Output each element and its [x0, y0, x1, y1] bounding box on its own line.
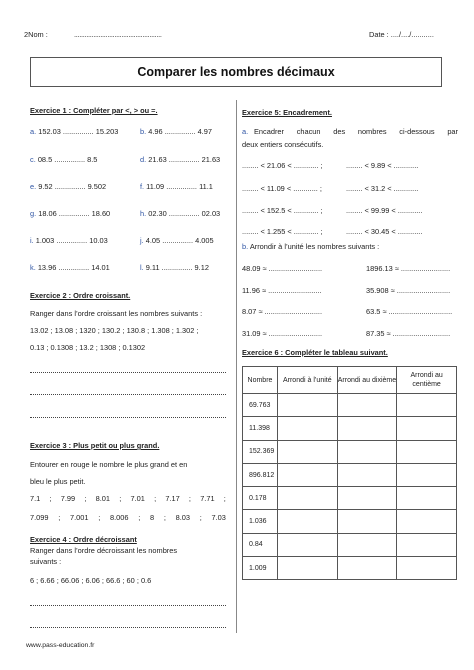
ex5-b-letter: b. — [242, 242, 249, 251]
ex4-answer-line-1[interactable] — [30, 605, 226, 606]
ex6-answer-cell-dixieme[interactable] — [337, 557, 397, 580]
ex1-item-letter: e. — [30, 182, 37, 191]
nom-field[interactable]: .................................................. — [74, 30, 162, 39]
ex1-item-letter: b. — [140, 127, 147, 136]
table-row — [243, 533, 457, 556]
ex1-item-blank[interactable]: ............... — [58, 209, 90, 218]
ex1-item — [140, 127, 212, 136]
ex5-a-text-1: Encadrer chacun des nombres ci-dessous par — [254, 127, 458, 136]
ex6-answer-cell-unite[interactable] — [277, 440, 337, 463]
ex5-a-text-2: deux entiers consécutifs. — [242, 140, 324, 149]
ex5-arrondi[interactable]: 48.09 ≈ .......................... — [242, 264, 323, 273]
ex1-item-blank[interactable]: ............... — [62, 127, 94, 136]
table-row — [243, 463, 457, 486]
ex1-item — [30, 155, 97, 164]
ex2-instruction: Ranger dans l’ordre croissant les nombres suivants : — [30, 309, 203, 318]
ex1-item-blank[interactable]: ............... — [58, 263, 90, 272]
ex6-answer-cell-dixieme[interactable] — [337, 440, 397, 463]
ex6-number-cell: 1.036 — [243, 510, 278, 533]
ex3-instruction-1: Entourer en rouge le nombre le plus grand et en — [30, 460, 188, 469]
table-row — [243, 557, 457, 580]
ex6-header-centieme: Arrondi au centième — [397, 367, 457, 394]
ex1-item-right: 9.502 — [87, 182, 107, 191]
ex1-item-left: 4.96 — [148, 127, 163, 136]
ex1-item-letter: f. — [140, 182, 145, 191]
ex6-answer-cell-centieme[interactable] — [397, 557, 457, 580]
ex3-separator: ; — [98, 513, 101, 522]
ex3-number[interactable]: 8.03 — [175, 513, 191, 522]
page-title: Comparer les nombres décimaux — [137, 65, 335, 79]
table-row — [243, 510, 457, 533]
ex6-answer-cell-centieme[interactable] — [397, 440, 457, 463]
ex2-numbers-line1: 13.02 ; 13.08 ; 1320 ; 130.2 ; 130.8 ; 1.308 ; 1.302 ; — [30, 326, 199, 335]
ex1-item-right: 11.1 — [199, 182, 213, 191]
ex6-number-cell: 0.84 — [243, 533, 278, 556]
ex4-instruction-1: Ranger dans l’ordre décroissant les nombres — [30, 546, 178, 555]
ex1-item-left: 11.09 — [146, 182, 165, 191]
ex3-separator: ; — [199, 513, 202, 522]
ex5-encadrement[interactable]: ........ < 30.45 < ............ — [346, 227, 423, 236]
ex1-item-left: 152.03 — [38, 127, 61, 136]
ex5-a-letter: a. — [242, 127, 249, 136]
ex4-numbers: 6 ; 6.66 ; 66.06 ; 6.06 ; 66.6 ; 60 ; 0.6 — [30, 576, 152, 585]
date-field[interactable]: Date : ..../..../........... — [369, 30, 434, 39]
ex3-number[interactable]: 8 — [150, 513, 155, 522]
table-row — [243, 394, 457, 417]
ex6-answer-cell-centieme[interactable] — [397, 533, 457, 556]
ex5-arrondi[interactable]: 1896.13 ≈ ........................ — [366, 264, 451, 273]
ex5-b-text: Arrondir à l’unité les nombres suivants : — [249, 242, 380, 251]
ex6-answer-cell-centieme[interactable] — [397, 510, 457, 533]
ex6-answer-cell-dixieme[interactable] — [337, 394, 397, 417]
ex1-item-right: 15.203 — [95, 127, 119, 136]
ex6-answer-cell-unite[interactable] — [277, 417, 337, 440]
ex1-item-letter: g. — [30, 209, 37, 218]
ex1-item-left: 08.5 — [37, 155, 53, 164]
ex1-item — [30, 263, 110, 272]
ex4-answer-line-2[interactable] — [30, 627, 226, 628]
ex1-item-right: 8.5 — [87, 155, 98, 164]
table-row — [243, 487, 457, 510]
ex1-item-blank[interactable]: ............... — [168, 209, 200, 218]
ex3-number[interactable]: 8.01 — [95, 494, 110, 503]
ex3-number[interactable]: 7.099 — [30, 513, 49, 522]
ex2-title: Exercice 2 : Ordre croissant. — [30, 291, 131, 300]
ex1-item-blank[interactable]: ............... — [166, 182, 197, 191]
ex3-row-1 — [30, 494, 226, 503]
ex1-item — [140, 155, 220, 164]
ex6-answer-cell-centieme[interactable] — [397, 487, 457, 510]
ex1-item-left: 9.11 — [145, 263, 160, 272]
ex3-instruction-2: bleu le plus petit. — [30, 477, 86, 486]
ex6-header-unite: Arrondi à l’unité — [277, 367, 337, 394]
ex1-item-blank[interactable]: ............... — [56, 236, 88, 245]
ex3-separator: ; — [138, 513, 141, 522]
ex1-item-blank[interactable]: ............... — [161, 263, 193, 272]
ex1-item — [30, 182, 106, 191]
ex1-item-left: 13.96 — [37, 263, 57, 272]
ex3-separator: ; — [188, 494, 191, 503]
ex5-arrondi[interactable]: 8.07 ≈ ............................ — [242, 307, 323, 316]
ex3-separator: ; — [119, 494, 122, 503]
ex1-item-letter: j. — [140, 236, 144, 245]
ex4-title: Exercice 4 : Ordre décroissant — [30, 535, 137, 544]
ex6-answer-cell-centieme[interactable] — [397, 463, 457, 486]
ex2-answer-line-3[interactable] — [30, 417, 226, 418]
ex5-b-line — [242, 242, 379, 251]
table-row — [243, 440, 457, 463]
ex6-answer-cell-unite[interactable] — [277, 510, 337, 533]
ex4-instruction-2: suivants : — [30, 557, 62, 566]
ex3-separator: ; — [223, 494, 226, 503]
ex5-arrondi[interactable]: 35.908 ≈ .......................... — [366, 286, 451, 295]
ex6-header-dixieme: Arrondi au dixième — [337, 367, 397, 394]
ex1-item-letter: i. — [30, 236, 34, 245]
ex1-item-blank[interactable]: ............... — [168, 155, 200, 164]
ex1-item-right: 18.60 — [91, 209, 111, 218]
nom-label: 2Nom : — [24, 30, 48, 39]
ex3-number[interactable]: 7.99 — [60, 494, 76, 503]
ex1-item-right: 02.03 — [201, 209, 221, 218]
ex1-item — [30, 127, 118, 136]
ex1-item-left: 1.003 — [35, 236, 55, 245]
ex5-title: Exercice 5: Encadrement. — [242, 108, 332, 117]
ex6-answer-cell-centieme[interactable] — [397, 394, 457, 417]
ex1-item-right: 14.01 — [91, 263, 110, 272]
ex3-separator: ; — [58, 513, 61, 522]
ex6-answer-cell-dixieme[interactable] — [337, 533, 397, 556]
ex6-title: Exercice 6 : Compléter le tableau suivant. — [242, 348, 388, 357]
ex6-answer-cell-dixieme[interactable] — [337, 463, 397, 486]
ex6-number-cell: 0.178 — [243, 487, 278, 510]
ex3-separator: ; — [84, 494, 87, 503]
ex5-encadrement[interactable]: ........ < 31.2 < ............ — [346, 184, 419, 193]
ex1-item-letter: h. — [140, 209, 147, 218]
ex2-answer-line-2[interactable] — [30, 394, 226, 395]
ex1-item-blank[interactable]: ............... — [54, 182, 86, 191]
ex5-encadrement[interactable]: ........ < 152.5 < ............ ; — [242, 206, 323, 215]
title-box — [30, 57, 442, 87]
ex1-item — [140, 236, 214, 245]
ex1-item-right: 4.005 — [195, 236, 214, 245]
ex6-number-cell: 1.009 — [243, 557, 278, 580]
ex6-number-cell: 11.398 — [243, 417, 278, 440]
ex1-item-blank[interactable]: ............... — [164, 127, 196, 136]
ex3-number[interactable]: 7.01 — [130, 494, 145, 503]
ex5-arrondi[interactable]: 63.5 ≈ ............................... — [366, 307, 453, 316]
ex3-separator: ; — [154, 494, 157, 503]
ex1-item-letter: l. — [140, 263, 144, 272]
ex1-item-letter: d. — [140, 155, 147, 164]
ex6-number-cell: 152.369 — [243, 440, 278, 463]
ex1-item — [140, 263, 209, 272]
ex1-item-letter: k. — [30, 263, 36, 272]
ex3-number[interactable]: 7.001 — [70, 513, 89, 522]
ex1-item-left: 21.63 — [148, 155, 167, 164]
ex5-encadrement[interactable]: ........ < 1.255 < ............ ; — [242, 227, 323, 236]
ex5-arrondi[interactable]: 11.96 ≈ .......................... — [242, 286, 322, 295]
ex6-number-cell: 896.812 — [243, 463, 278, 486]
ex1-item-right: 21.63 — [201, 155, 221, 164]
ex3-separator: ; — [163, 513, 166, 522]
ex6-answer-cell-unite[interactable] — [277, 557, 337, 580]
ex3-number[interactable]: 8.006 — [110, 513, 129, 522]
ex5-encadrement[interactable]: ........ < 11.09 < ............ ; — [242, 184, 322, 193]
ex3-row-2 — [30, 513, 226, 522]
ex6-number-cell: 69.763 — [243, 394, 278, 417]
ex6-header-nombre: Nombre — [243, 367, 278, 394]
ex1-item — [30, 209, 110, 218]
ex1-item-right: 10.03 — [89, 236, 108, 245]
ex6-answer-cell-unite[interactable] — [277, 463, 337, 486]
ex1-item-left: 4.05 — [145, 236, 161, 245]
ex6-table-body — [243, 394, 457, 580]
ex3-title: Exercice 3 : Plus petit ou plus grand. — [30, 441, 160, 450]
ex1-item-letter: a. — [30, 127, 37, 136]
ex6-answer-cell-dixieme[interactable] — [337, 510, 397, 533]
ex6-answer-cell-centieme[interactable] — [397, 417, 457, 440]
ex1-item — [140, 182, 213, 191]
ex2-numbers-line2: 0.13 ; 0.1308 ; 13.2 ; 1308 ; 0.1302 — [30, 343, 146, 352]
ex6-answer-cell-unite[interactable] — [277, 394, 337, 417]
ex5-encadrement[interactable]: ........ < 21.06 < ............ ; — [242, 161, 323, 170]
ex3-number[interactable]: 7.1 — [30, 494, 41, 503]
ex1-item-blank[interactable]: ............... — [162, 236, 194, 245]
ex1-item-right: 4.97 — [197, 127, 212, 136]
ex5-arrondi[interactable]: 87.35 ≈ ............................ — [366, 329, 451, 338]
ex1-item-left: 18.06 — [38, 209, 57, 218]
ex1-item-right: 9.12 — [194, 263, 209, 272]
ex1-item-left: 02.30 — [148, 209, 167, 218]
ex1-item-left: 9.52 — [38, 182, 53, 191]
ex6-answer-cell-dixieme[interactable] — [337, 487, 397, 510]
ex6-answer-cell-unite[interactable] — [277, 487, 337, 510]
ex5-a-label — [242, 127, 248, 136]
ex3-number[interactable]: 7.03 — [211, 513, 226, 522]
ex1-item — [30, 236, 108, 245]
ex6-answer-cell-unite[interactable] — [277, 533, 337, 556]
ex6-table — [242, 366, 457, 580]
ex1-item — [140, 209, 220, 218]
ex2-answer-line-1[interactable] — [30, 372, 226, 373]
ex1-title: Exercice 1 : Compléter par <, > ou =. — [30, 106, 158, 115]
ex5-encadrement[interactable]: ........ < 9.89 < ............ — [346, 161, 419, 170]
ex1-item-letter: c. — [30, 155, 36, 164]
ex5-arrondi[interactable]: 31.09 ≈ .......................... — [242, 329, 323, 338]
ex1-item-blank[interactable]: ............... — [54, 155, 86, 164]
footer-url: www.pass-education.fr — [26, 642, 95, 649]
ex3-number[interactable]: 7.17 — [165, 494, 180, 503]
column-divider — [236, 100, 237, 633]
ex5-encadrement[interactable]: ........ < 99.99 < ............ — [346, 206, 423, 215]
ex3-number[interactable]: 7.71 — [200, 494, 215, 503]
ex6-answer-cell-dixieme[interactable] — [337, 417, 397, 440]
ex3-separator: ; — [49, 494, 52, 503]
table-row — [243, 417, 457, 440]
